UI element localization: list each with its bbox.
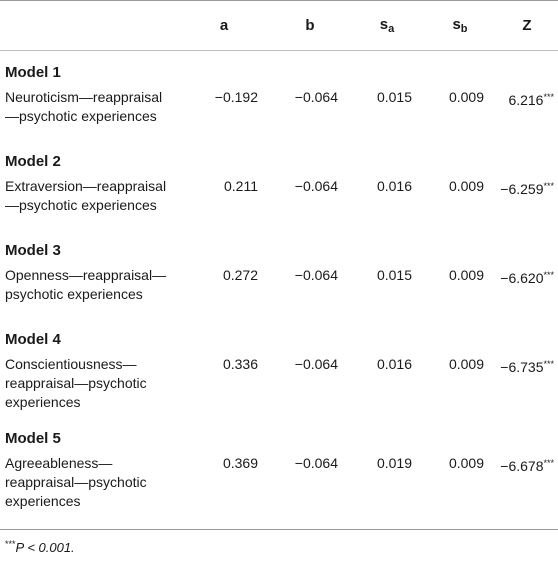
header-sa-letter: s: [379, 15, 389, 33]
cell-sa: 0.015: [376, 89, 412, 105]
header-sa: [350, 0, 424, 50]
cell-b: −0.064: [294, 455, 338, 471]
path-label: Agreeableness—reappraisal—psychotic experiences: [5, 455, 147, 509]
model-heading-row: [0, 50, 558, 83]
cell-sa: 0.016: [376, 356, 412, 372]
cell-sb: 0.009: [448, 89, 484, 105]
cell-b: −0.064: [294, 178, 338, 194]
model-heading: Model 5: [5, 430, 61, 447]
header-z: Z: [522, 16, 532, 34]
footnote-stars: ***: [5, 539, 16, 549]
z-value: 6.216: [508, 92, 544, 108]
z-value: −6.259: [500, 181, 544, 197]
header-rule: [0, 50, 558, 51]
model-heading: Model 1: [5, 64, 61, 81]
cell-a: 0.336: [222, 356, 258, 372]
cell-sa: 0.019: [376, 455, 412, 471]
significance-stars: ***: [543, 359, 554, 369]
header-sb: [424, 0, 496, 50]
table-row: [0, 172, 558, 228]
significance-stars: ***: [543, 181, 554, 191]
cell-b: −0.064: [294, 356, 338, 372]
cell-z: [496, 83, 558, 139]
cell-z: [496, 172, 558, 228]
cell-sb: 0.009: [448, 455, 484, 471]
top-rule: [0, 0, 558, 1]
cell-b: −0.064: [294, 89, 338, 105]
cell-a: −0.192: [214, 89, 258, 105]
header-row: [0, 0, 558, 50]
cell-z: [496, 449, 558, 515]
header-sb-letter: s: [452, 15, 461, 33]
model-heading: Model 3: [5, 242, 61, 259]
header-sb-subscript: b: [460, 22, 468, 35]
table-footnote: [5, 539, 75, 555]
model-heading: Model 4: [5, 331, 61, 348]
significance-stars: ***: [543, 92, 554, 102]
table-row: [0, 449, 558, 515]
cell-z: [496, 261, 558, 317]
header-b: b: [305, 16, 315, 34]
table-row: [0, 261, 558, 317]
significance-stars: ***: [543, 458, 554, 468]
path-label: Extraversion—reappraisal—psychotic experiences: [5, 178, 167, 213]
cell-sa: 0.015: [376, 267, 412, 283]
bottom-rule: [0, 529, 558, 530]
cell-a: 0.369: [222, 455, 258, 471]
z-value: −6.620: [500, 270, 544, 286]
z-value: −6.678: [500, 458, 544, 474]
path-label: Conscientiousness—reappraisal—psychotic experiences: [5, 356, 147, 410]
header-blank: [0, 0, 178, 50]
significance-stars: ***: [543, 270, 554, 280]
header-a: a: [219, 16, 229, 34]
path-label: Openness—reappraisal—psychotic experiences: [5, 267, 167, 302]
table-row: [0, 83, 558, 139]
model-heading: Model 2: [5, 153, 61, 170]
cell-sb: 0.009: [448, 356, 484, 372]
model-heading-row: [0, 228, 558, 261]
cell-b: −0.064: [294, 267, 338, 283]
cell-sb: 0.009: [448, 267, 484, 283]
path-label: Neuroticism—reappraisal—psychotic experiences: [5, 89, 163, 124]
footnote-text: P < 0.001.: [15, 540, 75, 555]
cell-sb: 0.009: [448, 178, 484, 194]
table-row: [0, 350, 558, 416]
header-sa-subscript: a: [388, 22, 395, 35]
model-heading-row: [0, 317, 558, 350]
model-heading-row: [0, 139, 558, 172]
cell-sa: 0.016: [376, 178, 412, 194]
z-value: −6.735: [500, 359, 544, 375]
cell-z: [496, 350, 558, 416]
model-heading-row: [0, 416, 558, 449]
cell-a: 0.272: [222, 267, 258, 283]
cell-a: 0.211: [224, 178, 258, 194]
